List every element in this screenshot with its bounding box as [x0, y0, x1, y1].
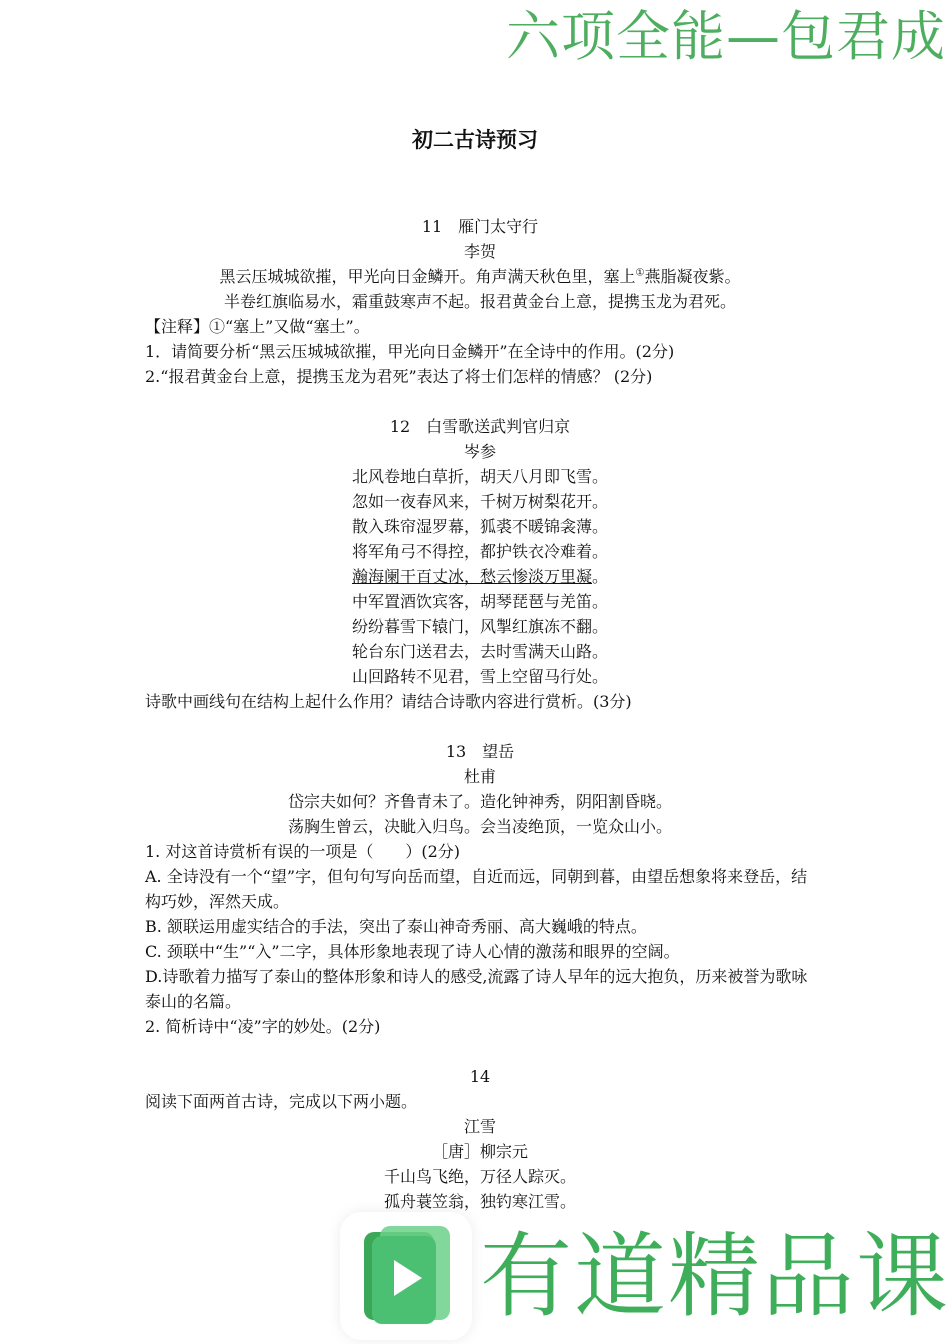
poem-12-question: 诗歌中画线句在结构上起什么作用？请结合诗歌内容进行赏析。(3分): [145, 692, 632, 711]
underlined-line-end: 。: [592, 567, 609, 586]
poem-14-intro: 阅读下面两首古诗，完成以下两小题。: [145, 1092, 418, 1111]
poem-13-question-1: 1. 对这首诗赏析有误的一项是（ ）(2分): [145, 842, 461, 861]
poem-12-line: 忽如一夜春风来，千树万树梨花开。: [351, 492, 608, 511]
poem-13-question-2: 2. 简析诗中“凌”字的妙处。(2分): [145, 1017, 381, 1036]
poem-12-author: 岑参: [463, 442, 496, 461]
poem-13-option-d: D.诗歌着力描写了泰山的整体形象和诗人的感受,流露了诗人早年的远大抱负，历来被誉为歌咏泰山的名篇。: [145, 967, 808, 1011]
poem-13-author: 杜甫: [463, 767, 496, 786]
poem-11-number: 11: [421, 217, 443, 236]
poem-11-question-1: 1．请简要分析“黑云压城城欲摧，甲光向日金鳞开”在全诗中的作用。(2分): [145, 342, 675, 361]
brand-watermark-top: 六项全能—包君成: [506, 5, 946, 68]
poem-12-number: 12: [389, 417, 411, 436]
poem-12-heading: [145, 414, 815, 439]
poem-14-line-2: 孤舟蓑笠翁，独钓寒江雪。: [383, 1192, 576, 1211]
poem-11-title: 雁门太守行: [458, 217, 539, 236]
brand-text-bottom: 有道精品课: [480, 1223, 950, 1330]
poem-12-line: 山回路转不见君，雪上空留马行处。: [351, 667, 608, 686]
poem-13-title: 望岳: [482, 742, 515, 761]
poem-12-line: 纷纷暮雪下辕门，风掣红旗冻不翻。: [351, 617, 608, 636]
document-body: [145, 214, 815, 1214]
poem-11-line-2: 半卷红旗临易水，霜重鼓寒声不起。报君黄金台上意，提携玉龙为君死。: [223, 292, 736, 311]
poem-11-author: 李贺: [463, 242, 496, 261]
section-gap: [145, 389, 815, 414]
poem-11-note: 【注释】①“塞上”又做“塞土”。: [145, 317, 370, 336]
poem-14-number: 14: [469, 1067, 491, 1086]
underlined-text: 瀚海阑干百丈冰，愁云惨淡万里凝: [351, 567, 592, 586]
play-logo-icon: [340, 1212, 472, 1340]
poem-14-title: 江雪: [463, 1117, 496, 1136]
section-gap: [145, 714, 815, 739]
poem-12-line: 将军角弓不得控，都护铁衣冷难着。: [351, 542, 608, 561]
poem-14-line-1: 千山鸟飞绝，万径人踪灭。: [383, 1167, 576, 1186]
footnote-marker: ①: [635, 267, 645, 279]
poem-13-number: 13: [445, 742, 467, 761]
document-title: 初二古诗预习: [412, 127, 538, 152]
poem-11-line-1-part-a: 黑云压城城欲摧，甲光向日金鳞开。角声满天秋色里，塞上: [219, 267, 636, 286]
poem-13-option-a: A. 全诗没有一个“望”字，但句句写向岳而望，自近而远，同朝到暮，由望岳想象将来登岳，结构巧妙，浑然天成。: [145, 867, 808, 911]
poem-11-heading: [145, 214, 815, 239]
poem-13-option-c: C. 颈联中“生”“入”二字，具体形象地表现了诗人心情的激荡和眼界的空阔。: [145, 942, 680, 961]
poem-11-line-1: [145, 264, 815, 289]
brand-watermark-bottom: [340, 1210, 950, 1344]
poem-13-heading: [145, 739, 815, 764]
poem-11-question-2: 2.“报君黄金台上意，提携玉龙为君死”表达了将士们怎样的情感？ (2分): [145, 367, 653, 386]
section-gap: [145, 1039, 815, 1064]
poem-11-line-1-part-b: 燕脂凝夜紫。: [644, 267, 741, 286]
poem-13-line-2: 荡胸生曾云，决眦入归鸟。会当凌绝顶，一览众山小。: [287, 817, 672, 836]
poem-13-line-1: 岱宗夫如何？齐鲁青未了。造化钟神秀，阴阳割昏晓。: [287, 792, 672, 811]
poem-12-line: 北风卷地白草折，胡天八月即飞雪。: [351, 467, 608, 486]
poem-12-underlined-line: [145, 564, 815, 589]
poem-14-author: ［唐］柳宗元: [431, 1142, 528, 1161]
poem-13-option-b: B. 颔联运用虚实结合的手法，突出了泰山神奇秀丽、高大巍峨的特点。: [145, 917, 647, 936]
poem-12-line: 散入珠帘湿罗幕，狐裘不暖锦衾薄。: [351, 517, 608, 536]
poem-12-line: 中军置酒饮宾客，胡琴琵琶与羌笛。: [351, 592, 608, 611]
poem-12-line: 轮台东门送君去，去时雪满天山路。: [351, 642, 608, 661]
poem-12-title: 白雪歌送武判官归京: [426, 417, 571, 436]
